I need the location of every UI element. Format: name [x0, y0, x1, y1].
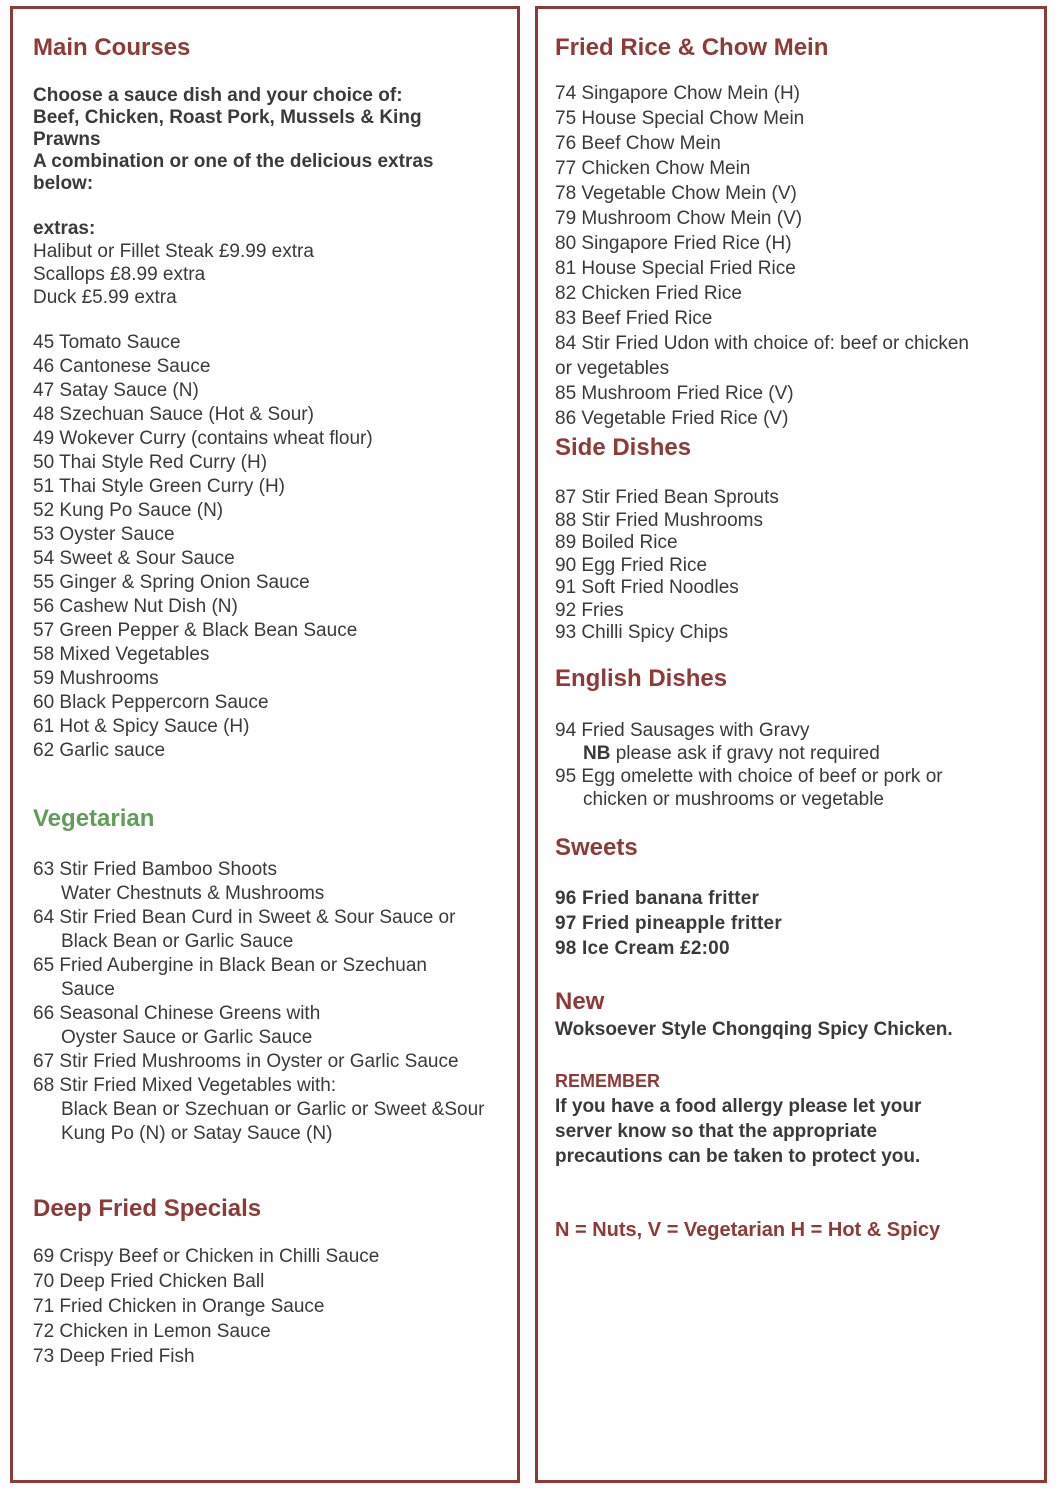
menu-item: 95 Egg omelette with choice of beef or pork or — [555, 766, 943, 787]
extras-label: extras: — [33, 218, 96, 239]
nb-text: please ask if gravy not required — [610, 743, 880, 764]
menu-item: 76 Beef Chow Mein — [555, 133, 721, 154]
menu-item: 75 House Special Chow Mein — [555, 108, 805, 129]
menu-item: 50 Thai Style Red Curry (H) — [33, 452, 268, 473]
extra-item: Halibut or Fillet Steak £9.99 extra — [33, 241, 314, 262]
menu-item: 71 Fried Chicken in Orange Sauce — [33, 1296, 325, 1317]
menu-item-continuation: Kung Po (N) or Satay Sauce (N) — [61, 1123, 333, 1144]
intro-line: Beef, Chicken, Roast Pork, Mussels & King — [33, 107, 422, 128]
menu-item: 47 Satay Sauce (N) — [33, 380, 199, 401]
deep-fried-section — [33, 1195, 513, 1369]
menu-item-continuation: Water Chestnuts & Mushrooms — [61, 883, 325, 904]
menu-item: 90 Egg Fried Rice — [555, 554, 708, 576]
vegetarian-heading: Vegetarian — [33, 805, 155, 832]
menu-item-continuation: Black Bean or Szechuan or Garlic or Sweet &Sour — [61, 1099, 485, 1120]
menu-item: 77 Chicken Chow Mein — [555, 158, 751, 179]
fried-rice-list — [555, 81, 1040, 431]
menu-item: 51 Thai Style Green Curry (H) — [33, 476, 286, 497]
menu-item: 49 Wokever Curry (contains wheat flour) — [33, 428, 373, 449]
menu-item: 59 Mushrooms — [33, 668, 159, 689]
menu-item: 73 Deep Fried Fish — [33, 1346, 195, 1367]
menu-item: 58 Mixed Vegetables — [33, 644, 210, 665]
nb-label: NB — [583, 743, 611, 764]
main-courses-heading: Main Courses — [33, 34, 191, 61]
menu-item: 67 Stir Fried Mushrooms in Oyster or Garlic Sauce — [33, 1051, 459, 1072]
menu-item: 68 Stir Fried Mixed Vegetables with: — [33, 1075, 337, 1096]
menu-item-continuation: Sauce — [61, 979, 115, 1000]
intro-line: Choose a sauce dish and your choice of: — [33, 85, 403, 106]
fried-rice-section — [555, 34, 1040, 431]
menu-item: 97 Fried pineapple fritter — [555, 913, 782, 934]
allergy-line: If you have a food allergy please let your — [555, 1096, 922, 1117]
menu-item: 98 Ice Cream £2:00 — [555, 938, 730, 959]
menu-item: 70 Deep Fried Chicken Ball — [33, 1271, 265, 1292]
menu-item: 83 Beef Fried Rice — [555, 308, 713, 329]
menu-item: 78 Vegetable Chow Mein (V) — [555, 183, 797, 204]
english-dishes-section — [555, 665, 1040, 811]
menu-item: 91 Soft Fried Noodles — [555, 577, 739, 598]
extra-item: Scallops £8.99 extra — [33, 264, 206, 285]
menu-item: 56 Cashew Nut Dish (N) — [33, 596, 238, 617]
allergy-text — [555, 1094, 1040, 1169]
menu-item: 48 Szechuan Sauce (Hot & Sour) — [33, 404, 314, 425]
intro-line: below: — [33, 173, 94, 194]
main-courses-intro — [33, 85, 513, 195]
menu-item: 93 Chilli Spicy Chips — [555, 622, 729, 643]
side-dishes-heading: Side Dishes — [555, 434, 692, 461]
menu-item: 46 Cantonese Sauce — [33, 356, 211, 377]
intro-line: Prawns — [33, 129, 101, 150]
new-heading: New — [555, 988, 605, 1015]
sweets-list — [555, 886, 1040, 961]
fried-rice-heading: Fried Rice & Chow Mein — [555, 34, 829, 61]
menu-item: 86 Vegetable Fried Rice (V) — [555, 408, 789, 429]
vegetarian-list — [33, 858, 513, 1146]
menu-item: 88 Stir Fried Mushrooms — [555, 509, 764, 531]
english-dishes-heading: English Dishes — [555, 665, 728, 692]
allergy-line: server know so that the appropriate — [555, 1121, 878, 1142]
menu-item: 55 Ginger & Spring Onion Sauce — [33, 572, 310, 593]
side-dishes-section — [555, 434, 1040, 645]
dietary-key: N = Nuts, V = Vegetarian H = Hot & Spicy — [555, 1219, 941, 1241]
menu-item: 72 Chicken in Lemon Sauce — [33, 1321, 271, 1342]
menu-item: 66 Seasonal Chinese Greens with — [33, 1003, 321, 1024]
menu-item: 64 Stir Fried Bean Curd in Sweet & Sour Sauce or — [33, 907, 456, 928]
menu-item: 74 Singapore Chow Mein (H) — [555, 83, 801, 104]
menu-item-continuation: chicken or mushrooms or vegetable — [583, 789, 884, 810]
new-section — [555, 988, 1040, 1042]
menu-item: 69 Crispy Beef or Chicken in Chilli Sauce — [33, 1246, 380, 1267]
allergy-line: precautions can be taken to protect you. — [555, 1146, 921, 1167]
sweets-heading: Sweets — [555, 834, 638, 861]
extras-block — [33, 217, 513, 309]
menu-item: 89 Boiled Rice — [555, 532, 678, 553]
menu-item: 53 Oyster Sauce — [33, 524, 175, 545]
menu-item: 84 Stir Fried Udon with choice of: beef or chicken — [555, 333, 969, 354]
menu-item: 60 Black Peppercorn Sauce — [33, 692, 269, 713]
menu-item: 92 Fries — [555, 599, 624, 621]
menu-item-continuation: or vegetables — [555, 358, 670, 379]
menu-item: 57 Green Pepper & Black Bean Sauce — [33, 620, 358, 641]
deep-fried-list — [33, 1244, 513, 1369]
sauce-list — [33, 331, 513, 763]
new-dish-text: Woksoever Style Chongqing Spicy Chicken. — [555, 1019, 953, 1040]
menu-item: 54 Sweet & Sour Sauce — [33, 548, 235, 569]
menu-item: 80 Singapore Fried Rice (H) — [555, 233, 792, 254]
gravy-note — [555, 742, 1040, 765]
menu-item: 81 House Special Fried Rice — [555, 258, 796, 279]
menu-item: 94 Fried Sausages with Gravy — [555, 720, 810, 741]
deep-fried-heading: Deep Fried Specials — [33, 1195, 262, 1222]
menu-item: 61 Hot & Spicy Sauce (H) — [33, 716, 250, 737]
intro-line: A combination or one of the delicious extras — [33, 151, 434, 172]
remember-heading: REMEMBER — [555, 1071, 661, 1091]
english-dishes-list — [555, 719, 1040, 811]
menu-item: 87 Stir Fried Bean Sprouts — [555, 487, 779, 508]
menu-item-continuation: Black Bean or Garlic Sauce — [61, 931, 294, 952]
menu-item: 63 Stir Fried Bamboo Shoots — [33, 859, 277, 880]
menu-item: 79 Mushroom Chow Mein (V) — [555, 208, 803, 229]
side-dishes-list — [555, 487, 1040, 645]
menu-item: 85 Mushroom Fried Rice (V) — [555, 383, 794, 404]
sweets-section — [555, 834, 1040, 961]
extra-item: Duck £5.99 extra — [33, 287, 177, 308]
menu-item: 62 Garlic sauce — [33, 740, 166, 761]
menu-item-continuation: Oyster Sauce or Garlic Sauce — [61, 1027, 313, 1048]
menu-item: 65 Fried Aubergine in Black Bean or Szechuan — [33, 955, 427, 976]
menu-item: 82 Chicken Fried Rice — [555, 283, 742, 304]
menu-item: 96 Fried banana fritter — [555, 888, 760, 909]
menu-item: 45 Tomato Sauce — [33, 332, 181, 353]
main-courses-section — [33, 34, 513, 763]
allergy-notice — [555, 1070, 1040, 1169]
vegetarian-section — [33, 805, 513, 1146]
menu-item: 52 Kung Po Sauce (N) — [33, 500, 224, 521]
